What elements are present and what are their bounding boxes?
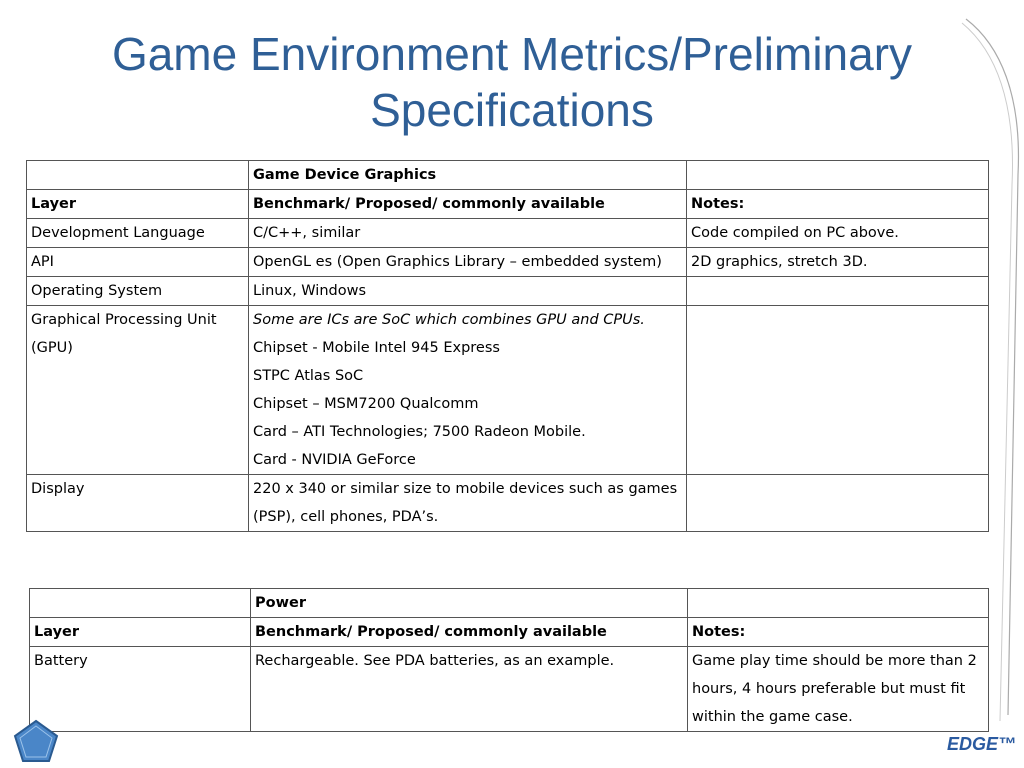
- notes-cell: [687, 277, 989, 306]
- column-header: Layer: [27, 190, 249, 219]
- section-header: Power: [251, 589, 688, 618]
- layer-cell: Development Language: [27, 219, 249, 248]
- table-row: [27, 306, 989, 475]
- layer-cell: Display: [27, 475, 249, 532]
- graphics-spec-table: [26, 160, 989, 532]
- table-header-row: [30, 618, 989, 647]
- column-header: Benchmark/ Proposed/ commonly available: [249, 190, 687, 219]
- notes-cell: 2D graphics, stretch 3D.: [687, 248, 989, 277]
- pentagon-logo-icon: [12, 718, 60, 764]
- benchmark-note: Some are ICs are SoC which combines GPU and CPUs.: [253, 312, 645, 328]
- benchmark-line: STPC Atlas SoC: [253, 368, 364, 384]
- notes-cell: [687, 475, 989, 532]
- layer-cell: Battery: [30, 647, 251, 732]
- benchmark-cell: OpenGL es (Open Graphics Library – embedded system): [249, 248, 687, 277]
- layer-cell: Graphical Processing Unit (GPU): [27, 306, 249, 475]
- benchmark-cell: Rechargeable. See PDA batteries, as an example.: [251, 647, 688, 732]
- benchmark-cell: [249, 306, 687, 475]
- benchmark-cell: Linux, Windows: [249, 277, 687, 306]
- notes-cell: Code compiled on PC above.: [687, 219, 989, 248]
- table-row: [30, 647, 989, 732]
- benchmark-line: Card – ATI Technologies; 7500 Radeon Mobile.: [253, 424, 586, 440]
- table-row: [27, 475, 989, 532]
- layer-cell: API: [27, 248, 249, 277]
- table-cell: [687, 161, 989, 190]
- table-cell: [688, 589, 989, 618]
- benchmark-cell: C/C++, similar: [249, 219, 687, 248]
- table-row: [27, 161, 989, 190]
- column-header: Benchmark/ Proposed/ commonly available: [251, 618, 688, 647]
- page-title: Game Environment Metrics/Preliminary Specifications: [111, 28, 913, 136]
- brand-label: EDGE™: [946, 734, 1016, 754]
- column-header: Notes:: [688, 618, 989, 647]
- table-row: [27, 219, 989, 248]
- table-row: [30, 589, 989, 618]
- notes-cell: [687, 306, 989, 475]
- column-header: Layer: [30, 618, 251, 647]
- table-cell: [30, 589, 251, 618]
- table-header-row: [27, 190, 989, 219]
- table-row: [27, 248, 989, 277]
- benchmark-cell: 220 x 340 or similar size to mobile devices such as games (PSP), cell phones, PDA’s.: [249, 475, 687, 532]
- notes-cell: Game play time should be more than 2 hours, 4 hours preferable but must fit within the game case.: [688, 647, 989, 732]
- benchmark-line: Chipset - Mobile Intel 945 Express: [253, 340, 500, 356]
- benchmark-line: Card - NVIDIA GeForce: [253, 452, 416, 468]
- table-row: [27, 277, 989, 306]
- column-header: Notes:: [687, 190, 989, 219]
- benchmark-line: Chipset – MSM7200 Qualcomm: [253, 396, 479, 412]
- section-header: Game Device Graphics: [249, 161, 687, 190]
- layer-cell: Operating System: [27, 277, 249, 306]
- table-cell: [27, 161, 249, 190]
- power-spec-table: [29, 588, 989, 732]
